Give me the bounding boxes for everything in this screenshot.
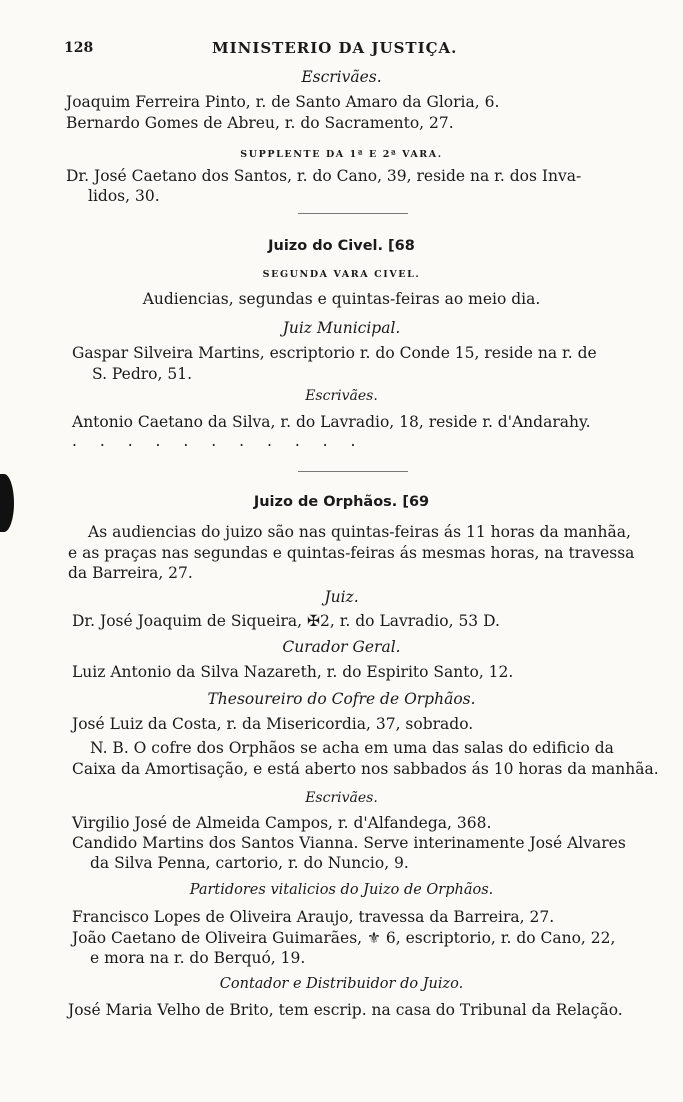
divider-rule [298,471,408,472]
entry-line: da Silva Penna, cartorio, r. do Nuncio, 9. [90,854,409,872]
supplente-heading: SUPPLENTE DA 1ª E 2ª VARA. [240,149,443,160]
entry-line: S. Pedro, 51. [92,365,192,383]
entry-line: João Caetano de Oliveira Guimarães, ⚜ 6, escriptorio, r. do Cano, 22, [72,929,616,947]
entry-line: Francisco Lopes de Oliveira Araujo, travessa da Barreira, 27. [72,908,555,926]
paragraph-line: As audiencias do juizo são nas quintas-feiras ás 11 horas da manhãa, [88,523,631,541]
entry-line: Bernardo Gomes de Abreu, r. do Sacramento, 27. [66,114,454,132]
entry-line: Gaspar Silveira Martins, escriptorio r. do Conde 15, reside na r. de [72,344,597,362]
entry-line: Candido Martins dos Santos Vianna. Serve interinamente José Alvares [72,834,626,852]
note-line: N. B. O cofre dos Orphãos se acha em uma das salas do edificio da [90,739,614,757]
entry-line: e mora na r. do Berquó, 19. [90,949,306,967]
role-heading: Curador Geral. [282,638,401,656]
running-title: MINISTERIO DA JUSTIÇA. [212,39,458,57]
entry-line: José Maria Velho de Brito, tem escrip. na casa do Tribunal da Relação. [68,1001,623,1019]
entry-line: Joaquim Ferreira Pinto, r. de Santo Amaro da Gloria, 6. [66,93,500,111]
paragraph-line: da Barreira, 27. [68,564,193,582]
role-heading: Juiz Municipal. [282,319,401,337]
entry-line: Virgilio José de Almeida Campos, r. d'Alfandega, 368. [72,814,492,832]
role-heading: Juiz. [324,588,359,606]
entry-line: José Luiz da Costa, r. da Misericordia, 37, sobrado. [72,715,474,733]
entry-line: Dr. José Caetano dos Santos, r. do Cano, 39, reside na r. dos Inva- [66,167,582,185]
section-title-orphaos: Juizo de Orphãos. [69 [253,494,430,510]
paragraph-line: e as praças nas segundas e quintas-feiras ás mesmas horas, na travessa [68,544,635,562]
role-heading: Contador e Distribuidor do Juizo. [219,976,464,992]
role-heading: Escrivães. [305,790,378,806]
divider-rule [298,213,408,214]
role-heading: Escrivães. [305,388,378,404]
section-subtitle: SEGUNDA VARA CIVEL. [262,269,421,280]
note-line: Caixa da Amortisação, e está aberto nos sabbados ás 10 horas da manhãa. [72,760,659,778]
entry-line: Luiz Antonio da Silva Nazareth, r. do Espirito Santo, 12. [72,663,514,681]
section-title-civel: Juizo do Civel. [68 [268,238,415,254]
role-heading: Partidores vitalicios do Juizo de Orphãos. [189,882,494,898]
hours-line: Audiencias, segundas e quintas-feiras ao meio dia. [142,290,541,308]
section-heading-escrivaes: Escrivães. [301,68,382,86]
entry-line: Antonio Caetano da Silva, r. do Lavradio, 18, reside r. d'Andarahy. [72,413,591,431]
entry-line: Dr. José Joaquim de Siqueira, ✠2, r. do Lavradio, 53 D. [72,612,500,630]
dots-line: . . . . . . . . . . . [72,432,365,450]
page-number: 128 [64,40,94,56]
role-heading: Thesoureiro do Cofre de Orphãos. [207,690,476,708]
entry-line: lidos, 30. [88,187,160,205]
